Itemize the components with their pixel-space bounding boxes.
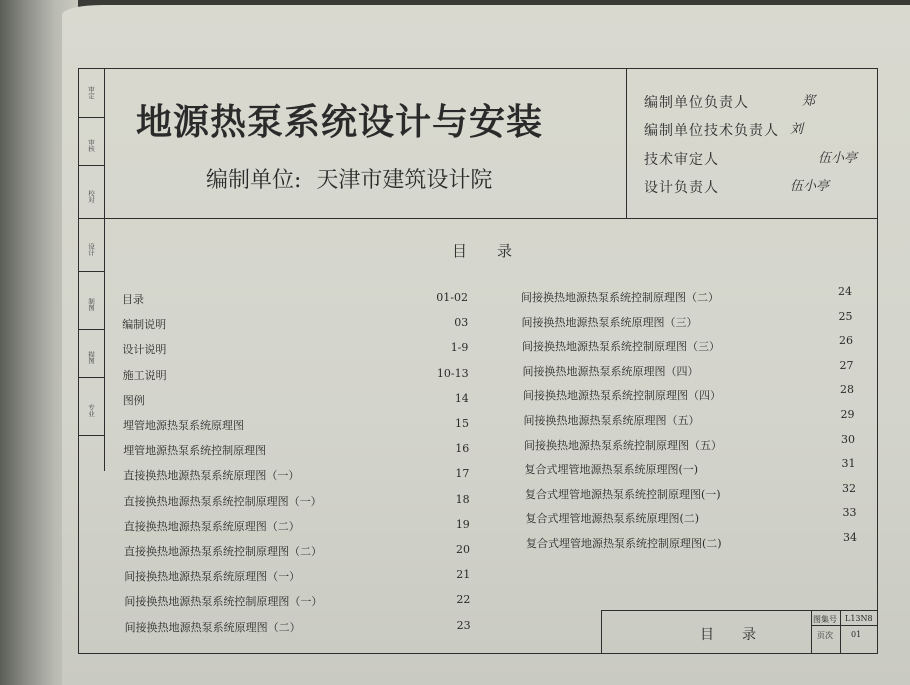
strip-cell: 审定: [78, 68, 104, 118]
toc-entry-title: 间接换热地源热泵系统控制原理图（二）: [521, 291, 719, 304]
page-label: 页次: [817, 631, 833, 640]
signature: 伍小亭: [790, 179, 830, 194]
toc-entry-page: 20: [456, 543, 470, 556]
atlas-label: 图集号: [813, 615, 837, 624]
toc-entry-page: 27: [839, 358, 854, 372]
strip-cell: 制图: [78, 280, 104, 330]
toc-entry-page: 28: [840, 383, 854, 397]
signature: 伍小亭: [818, 151, 858, 166]
toc-entry-title: 直接换热地源热泵系统控制原理图（一）: [123, 494, 322, 508]
toc-entry-title: 图例: [122, 393, 145, 407]
toc-entry-title: 间接换热地源热泵系统控制原理图（四）: [523, 389, 721, 403]
document-title: 地源热泵系统设计与安装: [136, 101, 544, 143]
toc-entry-title: 施工说明: [122, 368, 167, 382]
toc-entry-title: 间接换热地源热泵系统原理图（一）: [124, 570, 301, 584]
toc-entry-page: 33: [842, 506, 857, 520]
toc-entry-page: 29: [840, 408, 855, 421]
header-divider: [105, 218, 878, 219]
toc-entry-page: 14: [454, 391, 469, 405]
toc-entry-page: 16: [455, 442, 470, 456]
responsible-role: 设计负责人: [644, 180, 719, 196]
toc-entry-page: 23: [456, 618, 471, 632]
header-vertical-divider: [626, 68, 627, 218]
toc-entry-title: 设计说明: [122, 343, 167, 357]
title-block-title: 目录: [700, 627, 784, 643]
toc-entry-title: 复合式埋管地源热泵系统原理图(二): [525, 512, 700, 526]
toc-entry-title: 复合式埋管地源热泵系统原理图(一): [524, 463, 699, 477]
toc-entry-page: 30: [841, 432, 855, 446]
strip-cell: 设计: [78, 227, 104, 272]
toc-entry-title: 直接换热地源热泵系统控制原理图（二）: [124, 545, 322, 558]
toc-entry-title: 复合式埋管地源热泵系统控制原理图(二): [526, 537, 722, 550]
responsible-role: 编制单位技术负责人: [644, 123, 779, 139]
toc-entry-page: 21: [456, 568, 471, 582]
toc-entry-page: 01-02: [436, 291, 468, 304]
toc-entry-page: 22: [456, 593, 471, 607]
strip-cell: 专业: [78, 386, 104, 436]
approval-strip: [78, 68, 105, 471]
toc-entry-title: 间接换热地源热泵系统原理图（三）: [521, 315, 698, 329]
toc-entry-title: 直接换热地源热泵系统原理图（二）: [123, 519, 300, 533]
toc-entry-title: 复合式埋管地源热泵系统控制原理图(一): [525, 487, 721, 501]
toc-entry-page: 25: [838, 309, 853, 323]
toc-entry-title: 间接换热地源热泵系统控制原理图（五）: [524, 438, 722, 452]
toc-entry-page: 1-9: [450, 341, 469, 355]
toc-entry-page: 31: [841, 457, 856, 471]
toc-entry-page: 19: [455, 517, 470, 531]
drawing-frame: [78, 68, 878, 654]
toc-entry-title: 埋管地源热泵系统原理图: [123, 419, 244, 432]
toc-entry-title: 埋管地源热泵系统控制原理图: [123, 444, 267, 458]
signature: 郑: [802, 94, 816, 109]
toc-entry-page: 15: [455, 417, 469, 430]
strip-cell: 审核: [78, 126, 104, 166]
unit-name: 天津市建筑设计院: [316, 168, 493, 193]
toc-entry-page: 34: [843, 531, 857, 544]
atlas-number: L13N8: [845, 614, 873, 623]
toc-entry-page: 03: [454, 316, 469, 330]
page-number: 01: [851, 630, 862, 639]
toc-entry-title: 间接换热地源热泵系统控制原理图（一）: [124, 595, 323, 609]
toc-entry-title: 目录: [122, 293, 144, 306]
toc-heading: 目录: [452, 242, 543, 260]
responsible-role: 技术审定人: [644, 152, 719, 168]
toc-entry-page: 10-13: [436, 366, 469, 380]
toc-entry-title: 间接换热地源热泵系统原理图（五）: [523, 414, 700, 427]
toc-entry-page: 17: [455, 467, 470, 481]
signature: 刘: [790, 122, 804, 137]
toc-entry-title: 间接换热地源热泵系统原理图（四）: [522, 364, 699, 378]
unit-label: 编制单位:: [206, 168, 302, 193]
toc-entry-title: 间接换热地源热泵系统控制原理图（三）: [522, 340, 720, 354]
toc-entry-page: 18: [455, 492, 470, 506]
toc-entry-page: 26: [839, 334, 853, 348]
responsible-role: 编制单位负责人: [644, 95, 749, 111]
strip-cell: 校对: [78, 174, 104, 219]
compiling-unit: [206, 163, 492, 194]
toc-entry-page: 24: [838, 285, 852, 298]
strip-cell: 描图: [78, 338, 104, 378]
toc-entry-title: 直接换热地源热泵系统原理图（一）: [123, 469, 300, 483]
toc-entry-title: 间接换热地源热泵系统原理图（二）: [124, 620, 301, 634]
toc-entry-title: 编制说明: [122, 318, 167, 332]
toc-entry-page: 32: [842, 481, 856, 495]
